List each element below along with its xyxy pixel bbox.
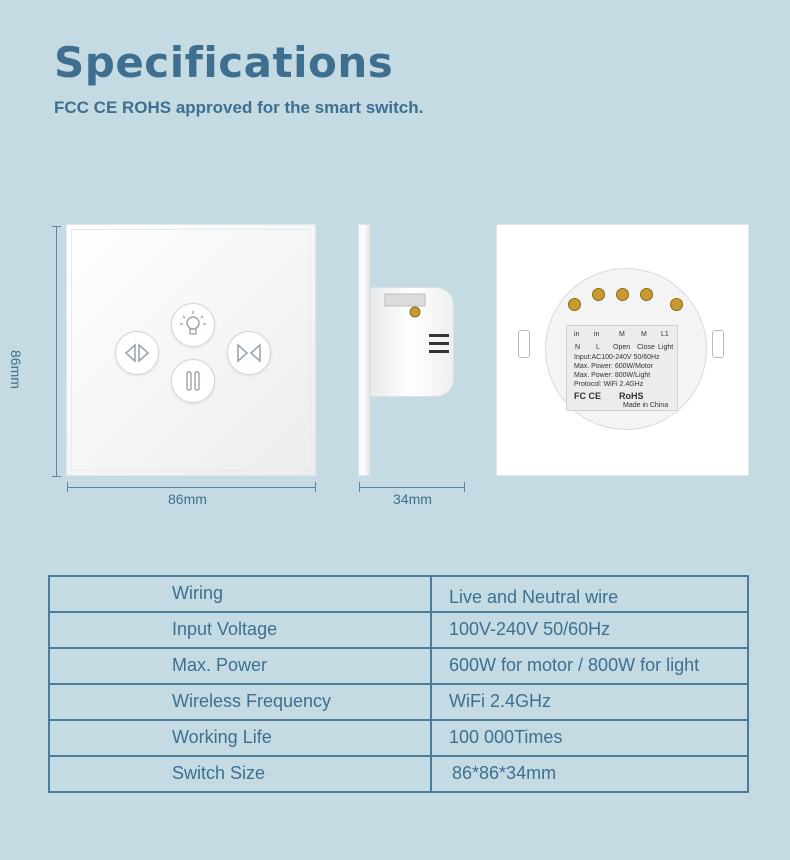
specifications-table	[48, 575, 749, 793]
page-subtitle: FCC CE ROHS approved for the smart switch.	[54, 98, 424, 117]
spec-key: Switch Size	[172, 763, 266, 783]
terminal-mark: M	[641, 331, 647, 338]
spec-value: Live and Neutral wire	[449, 587, 619, 607]
open-arrows-icon	[116, 332, 158, 374]
terminal-mark: L1	[661, 331, 669, 338]
product-label-sticker	[566, 325, 678, 411]
terminal-screw	[568, 298, 581, 311]
terminal-label: Light	[658, 344, 674, 351]
made-in-label: Made in China	[623, 402, 669, 409]
terminal-label: Open	[613, 344, 631, 351]
spec-value: WiFi 2.4GHz	[449, 691, 552, 711]
spec-value: 100 000Times	[449, 727, 563, 747]
table-row	[50, 683, 747, 719]
pause-button	[171, 359, 215, 403]
terminal-mark: M	[619, 331, 625, 338]
height-dimension-label: 86mm	[8, 350, 24, 389]
width-dimension-label: 86mm	[168, 491, 207, 507]
terminal-screw	[592, 288, 605, 301]
table-row	[50, 611, 747, 647]
switch-side-plate	[358, 224, 370, 476]
height-dimension-tick-top	[52, 226, 61, 227]
spec-key: Wireless Frequency	[172, 691, 332, 711]
close-button	[227, 331, 271, 375]
spec-key: Max. Power	[172, 655, 268, 675]
width-dimension-line	[67, 487, 316, 488]
page-title: Specifications	[54, 38, 394, 87]
switch-front-view	[66, 224, 316, 476]
table-row	[50, 719, 747, 755]
table-row	[50, 577, 747, 613]
depth-dimension-tick-left	[359, 482, 360, 492]
label-line: Input:AC100-240V 50/60Hz	[574, 354, 660, 361]
depth-dimension-tick-right	[464, 482, 465, 492]
width-dimension-tick-right	[315, 482, 316, 492]
open-button	[115, 331, 159, 375]
label-line: Max. Power: 800W/Light	[574, 372, 651, 379]
spec-key: Wiring	[172, 583, 224, 603]
spec-value: 100V-240V 50/60Hz	[449, 619, 611, 639]
depth-dimension-label: 34mm	[393, 491, 432, 507]
terminal-screw	[616, 288, 629, 301]
spec-value: 86*86*34mm	[452, 763, 557, 783]
back-clip-right	[712, 330, 724, 358]
height-dimension-tick-bottom	[52, 476, 61, 477]
terminal-label: Close	[637, 344, 655, 351]
label-line: Max. Power: 600W/Motor	[574, 363, 653, 370]
cert-marks: FC CE	[574, 391, 601, 401]
depth-dimension-line	[359, 487, 465, 488]
terminal-mark: in	[594, 331, 600, 338]
terminal-label: L	[596, 344, 600, 351]
terminal-mark: in	[574, 331, 580, 338]
back-clip-left	[518, 330, 530, 358]
table-row	[50, 755, 747, 791]
bulb-icon	[172, 304, 214, 346]
table-row	[50, 647, 747, 683]
height-dimension-line	[56, 226, 57, 476]
rohs-mark: RoHS	[619, 391, 644, 401]
spec-value: 600W for motor / 800W for light	[449, 655, 700, 675]
terminal-screw	[670, 298, 683, 311]
width-dimension-tick-left	[67, 482, 68, 492]
switch-side-body	[370, 287, 454, 397]
spec-key: Working Life	[172, 727, 272, 747]
close-arrows-icon	[228, 332, 270, 374]
pause-icon	[172, 360, 214, 402]
terminal-label: N	[575, 344, 581, 351]
side-terminal-graphic	[371, 288, 455, 398]
spec-key: Input Voltage	[172, 619, 278, 639]
label-line: Protocol: WiFi 2.4GHz	[574, 381, 644, 388]
terminal-screw	[640, 288, 653, 301]
light-button	[171, 303, 215, 347]
